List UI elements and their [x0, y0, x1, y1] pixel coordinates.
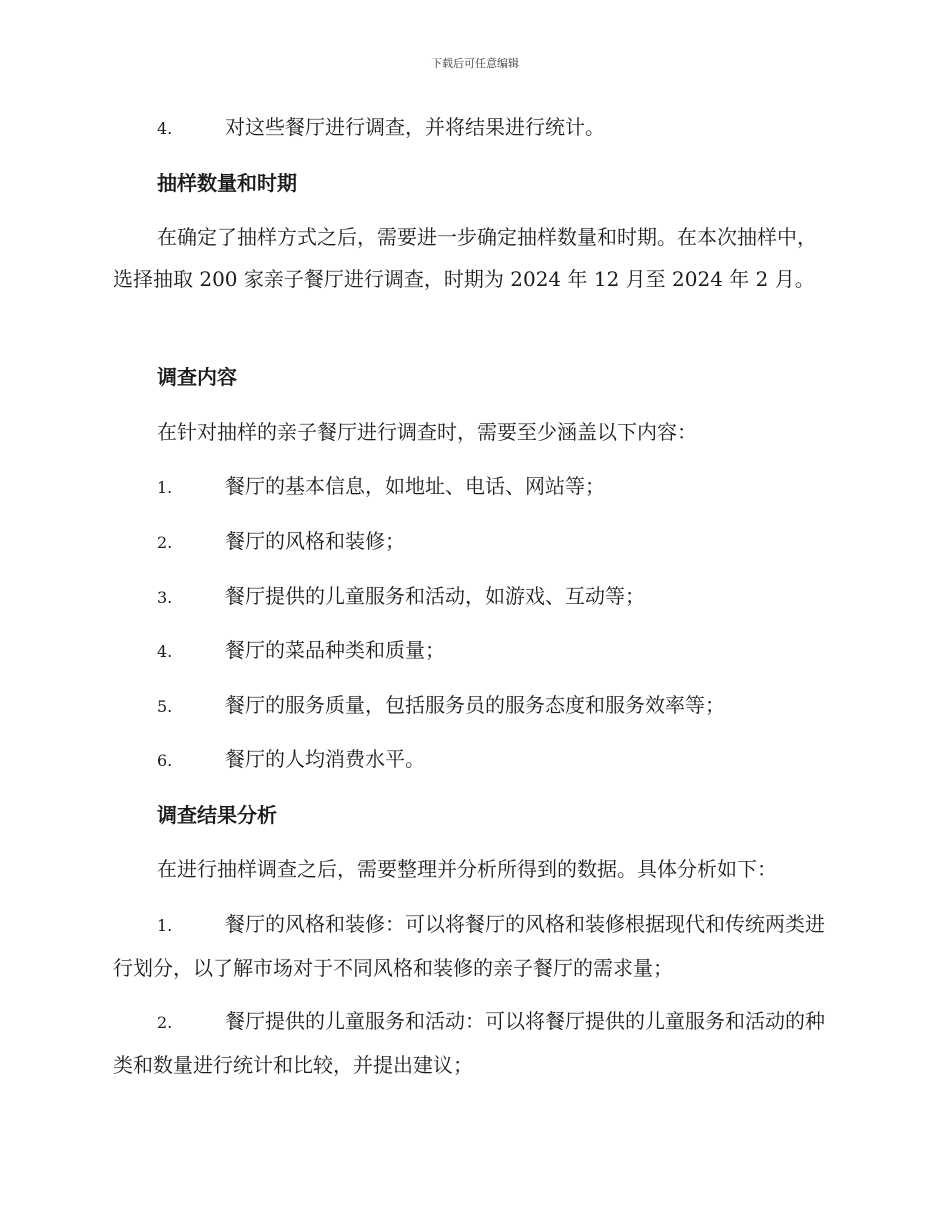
list-item [113, 1000, 835, 1086]
list-item [157, 465, 837, 509]
list-text: 餐厅提供的儿童服务和活动：可以将餐厅提供的儿童服务和活动的种类和数量进行统计和比较，并提出建议； [113, 1009, 825, 1077]
paragraph-sampling [113, 216, 835, 300]
section-heading-content: 调查内容 [157, 365, 237, 389]
paragraph-analysis-intro [113, 848, 835, 890]
paragraph-text: 在确定了抽样方式之后，需要进一步确定抽样数量和时期。在本次抽样中，选择抽取 200 家亲子餐厅进行调查，时期为 2024 年 12 月至 2024 年 2 月。 [113, 225, 817, 291]
section-heading-analysis: 调查结果分析 [157, 803, 277, 827]
list-number: 3. [157, 588, 173, 607]
list-item [157, 575, 837, 619]
list-item [157, 520, 837, 564]
list-number: 1. [157, 478, 173, 497]
list-item [157, 629, 837, 673]
paragraph-content-intro [113, 411, 835, 453]
list-number: 2. [157, 1013, 173, 1032]
paragraph-text: 在针对抽样的亲子餐厅进行调查时，需要至少涵盖以下内容： [157, 420, 697, 444]
list-text: 餐厅的人均消费水平。 [225, 747, 425, 771]
list-number: 4. [157, 642, 173, 661]
list-text: 餐厅的风格和装修； [225, 529, 405, 553]
list-item [157, 738, 837, 782]
list-item [113, 903, 835, 989]
paragraph-text: 在进行抽样调查之后，需要整理并分析所得到的数据。具体分析如下： [157, 857, 777, 881]
list-text: 对这些餐厅进行调查，并将结果进行统计。 [225, 115, 605, 139]
list-text: 餐厅的风格和装修：可以将餐厅的风格和装修根据现代和传统两类进行划分，以了解市场对于不同风格和装修的亲子餐厅的需求量； [113, 912, 825, 980]
list-text: 餐厅提供的儿童服务和活动，如游戏、互动等； [225, 584, 645, 608]
list-number: 5. [157, 697, 173, 716]
list-text: 餐厅的服务质量，包括服务员的服务态度和服务效率等； [225, 693, 725, 717]
list-number: 6. [157, 751, 173, 770]
list-text: 餐厅的菜品种类和质量； [225, 638, 445, 662]
list-text: 餐厅的基本信息，如地址、电话、网站等； [225, 474, 605, 498]
list-number: 2. [157, 533, 173, 552]
list-item [157, 106, 837, 150]
list-number: 4. [157, 119, 173, 138]
list-item [157, 684, 837, 728]
page-header: 下载后可任意编辑 [431, 57, 519, 70]
list-number: 1. [157, 916, 173, 935]
section-heading-sampling: 抽样数量和时期 [157, 171, 297, 195]
